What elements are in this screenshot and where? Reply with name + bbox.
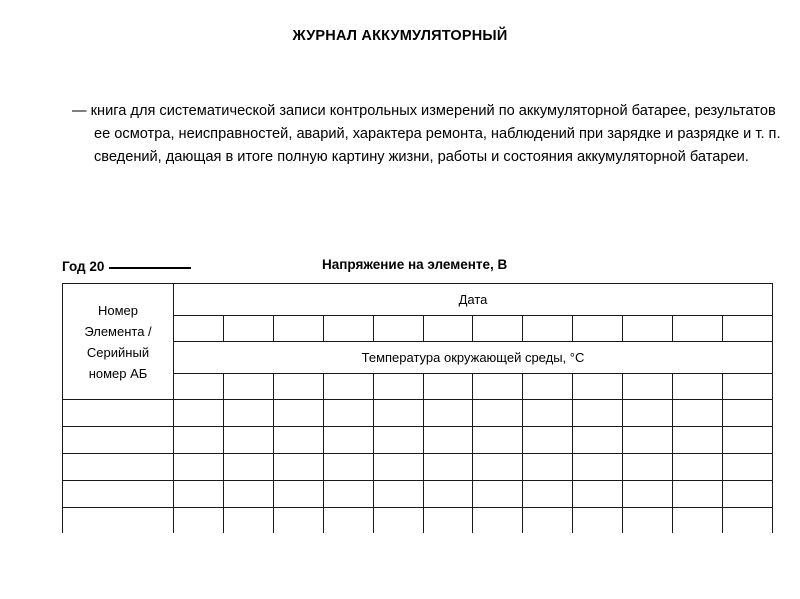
data-cell[interactable]: [673, 427, 723, 454]
data-cell[interactable]: [423, 508, 473, 534]
data-cell[interactable]: [473, 508, 523, 534]
voltage-section-header: Напряжение на элементе, В: [322, 257, 508, 272]
temperature-cell[interactable]: [473, 374, 523, 400]
date-cell[interactable]: [523, 316, 573, 342]
data-cell[interactable]: [573, 508, 623, 534]
data-cell[interactable]: [673, 454, 723, 481]
data-cell[interactable]: [223, 508, 273, 534]
data-cell[interactable]: [174, 427, 224, 454]
data-cell[interactable]: [623, 481, 673, 508]
id-column-header: [63, 284, 174, 400]
year-field-label: [62, 257, 191, 274]
temperature-cell[interactable]: [323, 374, 373, 400]
data-cell[interactable]: [523, 481, 573, 508]
data-cell[interactable]: [623, 427, 673, 454]
data-cell[interactable]: [373, 454, 423, 481]
date-cell[interactable]: [373, 316, 423, 342]
intro-block: [72, 100, 782, 169]
data-cell[interactable]: [423, 427, 473, 454]
row-id-cell[interactable]: [63, 400, 174, 427]
data-cell[interactable]: [722, 454, 772, 481]
temperature-cell[interactable]: [673, 374, 723, 400]
table-row: [63, 454, 773, 481]
data-cell[interactable]: [273, 400, 323, 427]
data-cell[interactable]: [673, 400, 723, 427]
data-cell[interactable]: [273, 454, 323, 481]
year-label-text: Год 20: [62, 259, 105, 274]
form-header-row: [62, 257, 774, 277]
data-cell[interactable]: [273, 508, 323, 534]
data-cell[interactable]: [223, 481, 273, 508]
page-title: ЖУРНАЛ АККУМУЛЯТОРНЫЙ: [292, 28, 508, 44]
date-header-cell: Дата: [174, 284, 773, 316]
temperature-cell[interactable]: [174, 374, 224, 400]
date-cell[interactable]: [673, 316, 723, 342]
data-cell[interactable]: [323, 481, 373, 508]
date-cell[interactable]: [323, 316, 373, 342]
data-cell[interactable]: [722, 481, 772, 508]
intro-paragraph: [72, 100, 782, 169]
date-cell[interactable]: [423, 316, 473, 342]
temperature-cell[interactable]: [722, 374, 772, 400]
id-header-line-3: Серийный: [86, 344, 150, 360]
data-cell[interactable]: [323, 427, 373, 454]
row-id-cell[interactable]: [63, 508, 174, 534]
data-cell[interactable]: [174, 508, 224, 534]
table-row: [63, 508, 773, 534]
data-cell[interactable]: [373, 481, 423, 508]
year-input-blank[interactable]: [109, 257, 191, 269]
data-cell[interactable]: [473, 400, 523, 427]
temperature-cell[interactable]: [223, 374, 273, 400]
temperature-cell[interactable]: [273, 374, 323, 400]
data-cell[interactable]: [373, 508, 423, 534]
data-cell[interactable]: [722, 508, 772, 534]
data-cell[interactable]: [523, 427, 573, 454]
data-cell[interactable]: [473, 454, 523, 481]
data-cell[interactable]: [523, 454, 573, 481]
data-cell[interactable]: [273, 427, 323, 454]
data-cell[interactable]: [473, 481, 523, 508]
table-row-date-header: [63, 284, 773, 316]
temperature-cell[interactable]: [573, 374, 623, 400]
data-cell[interactable]: [223, 427, 273, 454]
data-cell[interactable]: [323, 400, 373, 427]
data-cell[interactable]: [174, 481, 224, 508]
data-cell[interactable]: [373, 400, 423, 427]
data-cell[interactable]: [174, 454, 224, 481]
data-cell[interactable]: [473, 427, 523, 454]
data-cell[interactable]: [573, 427, 623, 454]
date-cell[interactable]: [174, 316, 224, 342]
id-header-line-1: Номер: [97, 302, 138, 318]
temperature-cell[interactable]: [423, 374, 473, 400]
data-cell[interactable]: [273, 481, 323, 508]
data-cell[interactable]: [722, 400, 772, 427]
id-column-header-lines: [63, 300, 173, 384]
row-id-cell[interactable]: [63, 454, 174, 481]
intro-dash: —: [72, 103, 87, 119]
table-row: [63, 481, 773, 508]
data-cell[interactable]: [573, 400, 623, 427]
data-cell[interactable]: [223, 454, 273, 481]
data-cell[interactable]: [423, 400, 473, 427]
data-cell[interactable]: [423, 454, 473, 481]
data-cell[interactable]: [573, 454, 623, 481]
intro-paragraph-text: книга для систематической записи контрольных измерений по аккумуляторной батарее, результатов ее осмотра, неисправностей, аварий, характера ремонта, наблюдений при зарядке и разрядке и т. п. сведений, дающая в итоге полную картину жизни, работы и состояния аккумуляторной батареи.: [90, 103, 781, 165]
data-cell[interactable]: [673, 481, 723, 508]
row-id-cell[interactable]: [63, 481, 174, 508]
table-row: [63, 427, 773, 454]
row-id-cell[interactable]: [63, 427, 174, 454]
date-cell[interactable]: [273, 316, 323, 342]
date-cell[interactable]: [223, 316, 273, 342]
data-cell[interactable]: [623, 400, 673, 427]
data-cell[interactable]: [623, 454, 673, 481]
temperature-cell[interactable]: [623, 374, 673, 400]
data-cell[interactable]: [523, 508, 573, 534]
data-cell[interactable]: [523, 400, 573, 427]
temperature-cell[interactable]: [523, 374, 573, 400]
date-cell[interactable]: [722, 316, 772, 342]
journal-table-body: [63, 284, 773, 534]
date-cell[interactable]: [473, 316, 523, 342]
data-cell[interactable]: [573, 481, 623, 508]
date-cell[interactable]: [623, 316, 673, 342]
id-header-line-2: Элемента /: [84, 323, 152, 339]
journal-table: [62, 283, 773, 533]
data-cell[interactable]: [673, 508, 723, 534]
temperature-header-cell: Температура окружающей среды, °C: [174, 342, 773, 374]
data-cell[interactable]: [623, 508, 673, 534]
data-cell[interactable]: [373, 427, 423, 454]
data-cell[interactable]: [223, 400, 273, 427]
data-cell[interactable]: [323, 508, 373, 534]
id-header-line-4: номер АБ: [88, 365, 148, 381]
data-cell[interactable]: [423, 481, 473, 508]
date-cell[interactable]: [573, 316, 623, 342]
data-cell[interactable]: [722, 427, 772, 454]
data-cell[interactable]: [174, 400, 224, 427]
journal-table-container: [62, 283, 773, 533]
data-cell[interactable]: [323, 454, 373, 481]
table-row: [63, 400, 773, 427]
temperature-cell[interactable]: [373, 374, 423, 400]
